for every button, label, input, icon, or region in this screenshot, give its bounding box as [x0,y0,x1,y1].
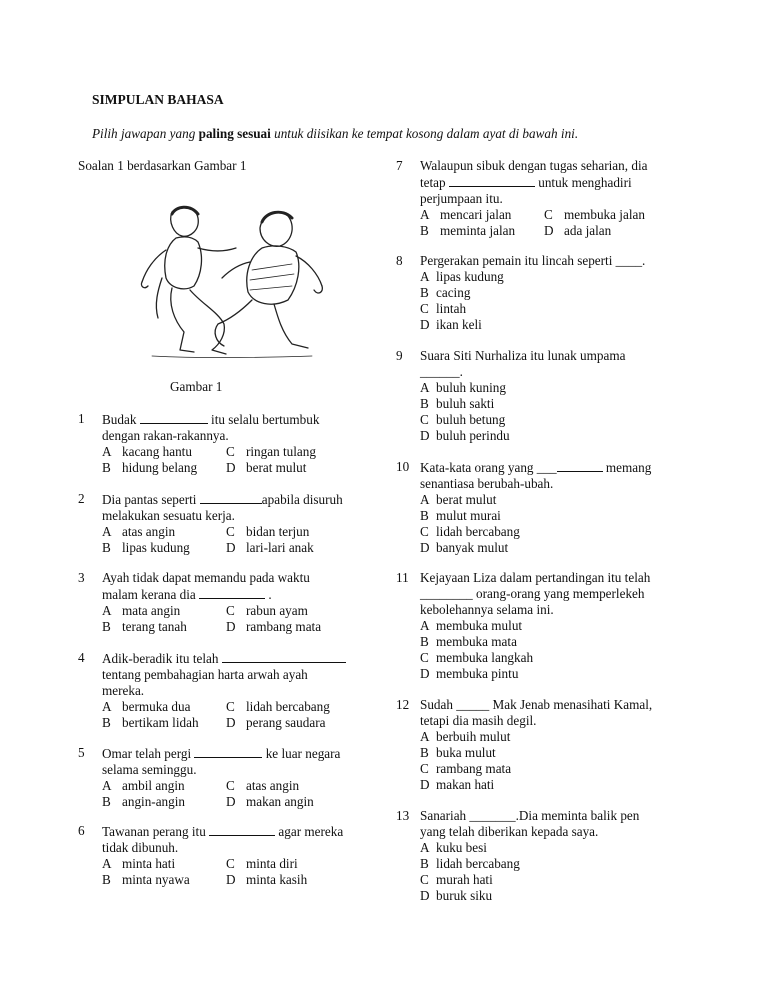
question-text: Walaupun sibuk dengan tugas seharian, dia [420,158,648,173]
question-text: tidak dibunuh. [102,840,179,855]
question-3 [78,570,378,635]
question-text: Suara Siti Nurhaliza itu lunak umpama [420,348,626,363]
option-a[interactable]: A mata angin [102,603,181,618]
question-1 [78,411,378,476]
option-a[interactable]: A berat mulut [420,492,497,507]
question-4 [78,650,378,731]
option-b[interactable]: B buka mulut [420,745,496,760]
question-text: tetapi dia masih degil. [420,713,537,728]
option-b[interactable]: B buluh sakti [420,396,495,411]
figure-caption: Gambar 1 [170,379,223,394]
option-c[interactable]: C lintah [420,301,467,316]
question-text: Budak [102,412,140,427]
option-d[interactable]: D berat mulut [226,460,307,475]
question-12 [396,697,696,793]
question-text: Omar telah pergi [102,746,195,761]
option-a[interactable]: A minta hati [102,856,176,871]
question-number: 10 [396,459,410,474]
question-text: Sanariah _______.Dia meminta balik pen [420,808,640,823]
option-d[interactable]: D lari-lari anak [226,540,314,555]
question-text: ________ orang-orang yang memperlekeh [420,586,645,601]
question-text: Sudah _____ Mak Jenab menasihati Kamal, [420,697,653,712]
fighting-boys-illustration [132,200,332,360]
answer-blank [194,745,262,758]
option-b[interactable]: B angin-angin [102,794,185,809]
question-text: dengan rakan-rakannya. [102,428,229,443]
question-number: 8 [396,253,403,268]
option-b[interactable]: B bertikam lidah [102,715,199,730]
question-text: itu selalu bertumbuk [207,412,320,427]
question-8 [396,253,696,333]
option-d[interactable]: D makan hati [420,777,495,792]
option-a[interactable]: A mencari jalan [420,207,512,222]
option-d[interactable]: D ada jalan [544,223,612,238]
question-number: 4 [78,650,85,665]
question-text: memang [602,460,652,475]
question-text: Ayah tidak dapat memandu pada waktu [102,570,310,585]
page-title: SIMPULAN BAHASA [92,92,224,107]
question-text: ______. [420,364,463,379]
option-c[interactable]: C buluh betung [420,412,506,427]
question-text: yang telah diberikan kepada saya. [420,824,599,839]
answer-blank [199,586,265,599]
option-c[interactable]: C lidah bercabang [226,699,330,714]
question-number: 13 [396,808,410,823]
question-6 [78,823,378,888]
question-text: agar mereka [275,824,344,839]
question-text: melakukan sesuatu kerja. [102,508,235,523]
question-13 [396,808,696,904]
question-text: tetap [420,175,449,190]
question-text: Tawanan perang itu [102,824,210,839]
question-text: untuk menghadiri [534,175,632,190]
question-2 [78,491,378,556]
soalan-label: Soalan 1 berdasarkan Gambar 1 [78,158,247,173]
answer-blank [209,823,275,836]
instruction-part2: untuk diisikan ke tempat kosong dalam ayat di bawah ini. [270,126,579,141]
option-a[interactable]: A lipas kudung [420,269,504,284]
option-b[interactable]: B membuka mata [420,634,517,649]
option-d[interactable]: D membuka pintu [420,666,519,681]
option-c[interactable]: C membuka langkah [420,650,534,665]
option-d[interactable]: D buruk siku [420,888,493,903]
question-text: senantiasa berubah-ubah. [420,476,554,491]
question-text: selama seminggu. [102,762,197,777]
question-text: tentang pembahagian harta arwah ayah [102,667,308,682]
option-d[interactable]: D perang saudara [226,715,326,730]
option-b[interactable]: B meminta jalan [420,223,516,238]
option-d[interactable]: D buluh perindu [420,428,510,443]
answer-blank [140,411,208,424]
instruction-bold: paling sesuai [198,126,271,141]
answer-blank [449,174,535,187]
question-text: perjumpaan itu. [420,191,503,206]
instruction-part1: Pilih jawapan yang [92,126,199,141]
question-number: 6 [78,823,85,838]
question-text: malam kerana dia [102,587,200,602]
option-b[interactable]: B lipas kudung [102,540,190,555]
option-b[interactable]: B lidah bercabang [420,856,520,871]
question-text: Adik-beradik itu telah [102,651,222,666]
answer-blank [557,459,603,472]
option-d[interactable]: D ikan keli [420,317,482,332]
option-b[interactable]: B cacing [420,285,471,300]
question-text: . [265,587,272,602]
option-a[interactable]: A membuka mulut [420,618,523,633]
question-text: Kata-kata orang yang ___ [420,460,557,475]
option-b[interactable]: B hidung belang [102,460,198,475]
option-c[interactable]: C rabun ayam [226,603,308,618]
option-d[interactable]: D minta kasih [226,872,308,887]
option-c[interactable]: C bidan terjun [226,524,310,539]
question-number: 9 [396,348,403,363]
question-text: apabila disuruh [261,492,343,507]
question-text: kebolehannya selama ini. [420,602,554,617]
question-number: 3 [78,570,85,585]
option-a[interactable]: A kacang hantu [102,444,192,459]
option-a[interactable]: A buluh kuning [420,380,506,395]
option-c[interactable]: C lidah bercabang [420,524,520,539]
answer-blank [200,491,262,504]
option-b[interactable]: B minta nyawa [102,872,190,887]
option-c[interactable]: C rambang mata [420,761,512,776]
question-number: 7 [396,158,403,173]
question-number: 11 [396,570,409,585]
option-c[interactable]: C minta diri [226,856,298,871]
question-number: 1 [78,411,85,426]
answer-blank [222,650,346,663]
option-b[interactable]: B mulut murai [420,508,501,523]
option-c[interactable]: C membuka jalan [544,207,645,222]
option-d[interactable]: D makan angin [226,794,314,809]
question-9 [396,348,696,444]
option-d[interactable]: D rambang mata [226,619,322,634]
option-c[interactable]: C ringan tulang [226,444,316,459]
question-10 [396,459,696,556]
option-a[interactable]: A bermuka dua [102,699,191,714]
question-11 [396,570,696,682]
option-c[interactable]: C murah hati [420,872,493,887]
option-a[interactable]: A atas angin [102,524,176,539]
option-a[interactable]: A kuku besi [420,840,487,855]
question-number: 5 [78,745,85,760]
question-text: Kejayaan Liza dalam pertandingan itu telah [420,570,651,585]
question-text: Dia pantas seperti [102,492,200,507]
question-text: ke luar negara [262,746,341,761]
option-d[interactable]: D banyak mulut [420,540,509,555]
question-5 [78,745,378,810]
option-c[interactable]: C atas angin [226,778,300,793]
option-b[interactable]: B terang tanah [102,619,187,634]
option-a[interactable]: A berbuih mulut [420,729,511,744]
question-number: 2 [78,491,85,506]
question-number: 12 [396,697,410,712]
question-text: Pergerakan pemain itu lincah seperti ____. [420,253,646,268]
question-text: mereka. [102,683,145,698]
question-7 [396,158,696,239]
option-a[interactable]: A ambil angin [102,778,185,793]
instruction [92,126,578,142]
